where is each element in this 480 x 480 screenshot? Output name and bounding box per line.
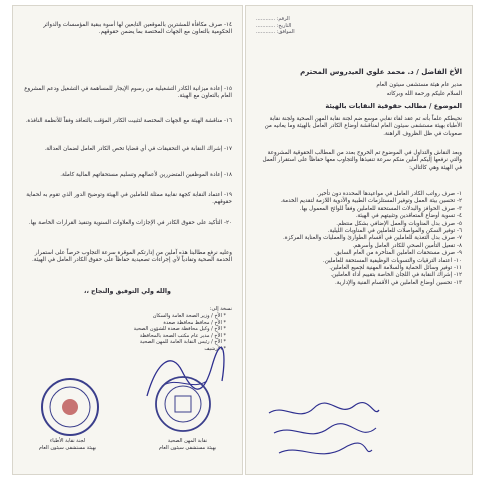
cc-item: * الأخ / مدير عام مكتب الصحة بالمحافظة xyxy=(139,332,226,339)
cc-item: * الأخ / وكيل محافظة صعدة للشؤون الصحية xyxy=(133,326,226,332)
signature-left-sub: بهيئة مستشفى سيئون العام xyxy=(38,444,97,451)
signature-left-title: لجنة نقابة الأطباء xyxy=(49,438,86,444)
paragraph-14: ١٤- صرف مكافأة للمشترين بالموقعين التابعين لها أسوة ببقية المؤسسات والدوائر الحكومية بالتعاون مع الجهات المختصة بما يضمن حقوقهم. xyxy=(43,22,232,36)
reference-header xyxy=(256,16,316,36)
intro-paragraph-2: وبعد النقاش والتداول في الموضوع تم الخروج بعدد من المطالب الحقوقية المشروعة والتي نرفعها إليكم آملين منكم سرعة تنفيذها والتجاوب معها حفاظاً على استقرار العمل في الهيئة وهي كالتالي: xyxy=(262,150,462,171)
paragraph-16: ١٦- مناقشة الهيئة مع الجهات المختصة لتثبيت الكادر المؤقت بالتعاقد وفقاً للأنظمة النافذة. xyxy=(25,118,232,124)
signature-right-block xyxy=(143,438,232,451)
signature-left-block xyxy=(23,438,112,451)
cc-heading: نسخة إلى: xyxy=(209,306,232,312)
list-item: ٩- صرف مستحقات العاملين المتأخرة من العام السابق. xyxy=(333,250,462,257)
list-item: ١٣- تحسين أوضاع العاملين في الأقسام الفنية والإدارية. xyxy=(335,279,462,286)
addressee-line: الأخ الفاضل / د. محمد علوي العيدروس المحترم xyxy=(300,68,462,76)
list-item: ١٢- إشراك النقابة في اللجان الخاصة بتقييم أداء العاملين. xyxy=(330,272,462,279)
list-item: ٤- تسوية أوضاع المتعاقدين وتثبيتهم في الهيئة. xyxy=(355,213,462,220)
demands-list xyxy=(256,191,462,287)
paragraph-15: ١٥- إعادة ميزانية الكادر التشغيلية من رسوم الإيجار للمساهمة في التشغيل ودعم المشروع العام بالتعاون مع الهيئة. xyxy=(24,86,232,100)
cc-item: * الأخ / رئيس النقابة العامة للمهن الصحية xyxy=(139,339,226,345)
reference-number: الرقم: ............ xyxy=(256,16,290,22)
addressee-role: مدير عام هيئة مستشفى سيئون العام xyxy=(376,82,462,88)
list-item: ٦- توفير السكن والمواصلات للعاملين في المناوبات الليلية. xyxy=(327,228,462,235)
list-item: ٥- صرف بدل المناوبات والعمل الإضافي بشكل منتظم. xyxy=(336,220,462,227)
intro-paragraph-1: نحيطكم علماً بأنه تم عقد لقاء نقابي موسع ضم لجنة نقابة المهن الصحية ولجنة نقابة الأطباء بهيئة مستشفى سيئون العام لمناقشة أوضاع الكادر العامل بالهيئة وما يعانيه من صعوبات في ظل الظروف الراهنة. xyxy=(264,116,462,137)
list-item: ٣- صرف الحوافز والبدلات المستحقة للعاملين وفقاً للوائح المعمول بها. xyxy=(299,205,462,212)
paragraph-18: ١٨- إعادة الموظفين المتضررين لأعمالهم وتسليم مستحقاتهم المالية كاملة. xyxy=(60,172,232,178)
list-item: ٨- تفعيل التأمين الصحي للكادر العامل وأسرهم. xyxy=(352,242,462,249)
closing-paragraph: وعليه نرفع مطالبنا هذه آملين من إدارتكم الموقرة سرعة التجاوب حرصاً على استمرار الخدمة الصحية وتفادياً لأي إجراءات تصعيدية حفاظاً على حقوق الكادر العامل في الهيئة. xyxy=(31,250,232,264)
letter-page-1 xyxy=(246,6,472,474)
signature-right-sub: بهيئة مستشفى سيئون العام xyxy=(158,444,217,451)
list-item: ١١- توفير وسائل الحماية والسلامة المهنية لجميع العاملين. xyxy=(329,265,462,272)
cc-item: * الأخ / محافظ محافظة صعدة xyxy=(163,319,226,326)
reference-hijri-date: الموافق: ............ xyxy=(256,29,295,35)
reference-date: التاريخ: ............ xyxy=(256,22,292,29)
list-item: ٢- تحسين بيئة العمل وتوفير المستلزمات الطبية والأدوية اللازمة لتقديم الخدمة. xyxy=(280,198,462,205)
paragraph-19: ١٩- اعتماد النقابة كجهة نقابية ممثلة للعاملين في الهيئة وتوضيح الدور الذي تقوم به لحماية حقوقهم. xyxy=(26,192,232,206)
paragraph-20: ٢٠- التأكيد على حقوق الكادر في الإجازات والعلاوات السنوية وتنفيذ القرارات الخاصة بها. xyxy=(28,220,232,226)
union-round-stamp-center xyxy=(153,374,213,434)
cc-item: * الأخ / وزير الصحة العامة والسكان xyxy=(152,313,226,319)
closing-thanks: والله ولي التوفيق والنجاح ،، xyxy=(84,288,171,295)
letter-page-2 xyxy=(13,6,242,474)
greeting-line: السلام عليكم ورحمة الله وبركاته xyxy=(386,91,462,97)
subject-line: الموضوع / مطالب حقوقية النقابات بالهيئة xyxy=(325,102,462,110)
union-round-stamp-left xyxy=(39,376,101,438)
list-item: ٧- صرف بدل التغذية للعاملين في أقسام الطوارئ والعمليات والعناية المركزة. xyxy=(282,235,462,242)
cc-item: * الأرشيف xyxy=(204,345,226,352)
signature-right-title: نقابة المهن الصحية xyxy=(167,438,208,444)
paragraph-17: ١٧- إشراك النقابة في التحقيقات في أي قضايا تخص الكادر العامل لضمان العدالة. xyxy=(44,146,232,152)
list-item: ١- صرف رواتب الكادر العامل في مواعيدها المحددة دون تأخير. xyxy=(316,191,462,197)
handwritten-annotation xyxy=(264,398,384,468)
list-item: ١٠- اعتماد الترقيات والتسويات الوظيفية المستحقة للعاملين. xyxy=(322,257,462,264)
